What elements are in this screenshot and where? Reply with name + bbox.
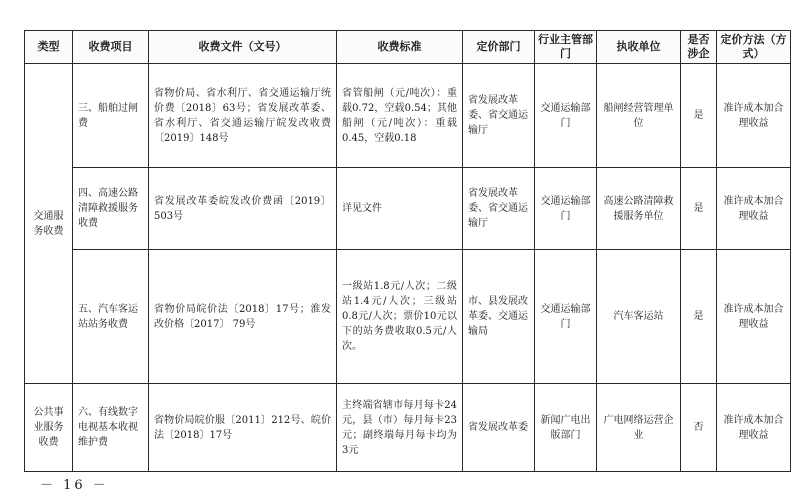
header-document: 收费文件（文号） [149, 31, 337, 64]
header-enterprise: 是否涉企 [681, 31, 717, 64]
enterprise-cell: 否 [681, 384, 717, 472]
method-cell: 准许成本加合理收益 [717, 250, 791, 384]
table-row [25, 64, 791, 168]
industry-dept-cell: 交通运输部门 [535, 250, 597, 384]
table-row [25, 168, 791, 250]
method-cell: 准许成本加合理收益 [717, 168, 791, 250]
header-industry-dept: 行业主管部门 [535, 31, 597, 64]
pricing-dept-cell: 省发展改革委、省交通运输厅 [463, 168, 535, 250]
standard-cell: 主终端省辖市每月每卡24元，县（市）每月每卡23元；副终端每月每卡均为3元 [337, 384, 463, 472]
pricing-dept-cell: 市、县发展改革委、交通运输局 [463, 250, 535, 384]
standard-cell: 一级站1.8元/人次；二级站1.4元/人次；三级站0.8元/人次；票价10元以下的站务费收取0.5元/人次。 [337, 250, 463, 384]
pricing-dept-cell: 省发展改革委 [463, 384, 535, 472]
method-cell: 准许成本加合理收益 [717, 64, 791, 168]
header-method: 定价方法（方式） [717, 31, 791, 64]
industry-dept-cell: 新闻广电出版部门 [535, 384, 597, 472]
pricing-dept-cell: 省发展改革委、省交通运输厅 [463, 64, 535, 168]
document-cell: 省发展改革委皖发改价费函〔2019〕503号 [149, 168, 337, 250]
item-cell: 五、汽车客运站站务收费 [73, 250, 149, 384]
page-number: － 16 － [40, 478, 109, 493]
collector-cell: 汽车客运站 [597, 250, 681, 384]
header-row [25, 31, 791, 64]
industry-dept-cell: 交通运输部门 [535, 168, 597, 250]
category-cell: 公共事业服务收费 [25, 384, 73, 472]
fee-table [24, 30, 791, 472]
method-cell: 准许成本加合理收益 [717, 384, 791, 472]
standard-cell: 详见文件 [337, 168, 463, 250]
enterprise-cell: 是 [681, 168, 717, 250]
industry-dept-cell: 交通运输部门 [535, 64, 597, 168]
item-cell: 六、有线数字电视基本收视维护费 [73, 384, 149, 472]
enterprise-cell: 是 [681, 250, 717, 384]
table-row [25, 384, 791, 472]
collector-cell: 船闸经营管理单位 [597, 64, 681, 168]
category-cell: 交通服务收费 [25, 64, 73, 384]
document-cell: 省物价局、省水利厅、省交通运输厅统价费〔2018〕63号；省发展改革委、省水利厅、省交通运输厅皖发改收费〔2019〕148号 [149, 64, 337, 168]
collector-cell: 广电网络运营企业 [597, 384, 681, 472]
enterprise-cell: 是 [681, 64, 717, 168]
item-cell: 三、船舶过闸费 [73, 64, 149, 168]
header-item: 收费项目 [73, 31, 149, 64]
item-cell: 四、高速公路清障救援服务收费 [73, 168, 149, 250]
table-row [25, 250, 791, 384]
header-standard: 收费标准 [337, 31, 463, 64]
header-collector: 执收单位 [597, 31, 681, 64]
header-pricing-dept: 定价部门 [463, 31, 535, 64]
document-cell: 省物价局皖价法〔2018〕17号；淮发改价格〔2017〕 79号 [149, 250, 337, 384]
standard-cell: 省管船闸（元/吨次）：重载0.72，空载0.54；其他船闸（元/吨次）：重载0.45，空载0.18 [337, 64, 463, 168]
collector-cell: 高速公路清障救援服务单位 [597, 168, 681, 250]
header-type: 类型 [25, 31, 73, 64]
document-cell: 省物价局皖价服〔2011〕212号、皖价法〔2018〕17号 [149, 384, 337, 472]
